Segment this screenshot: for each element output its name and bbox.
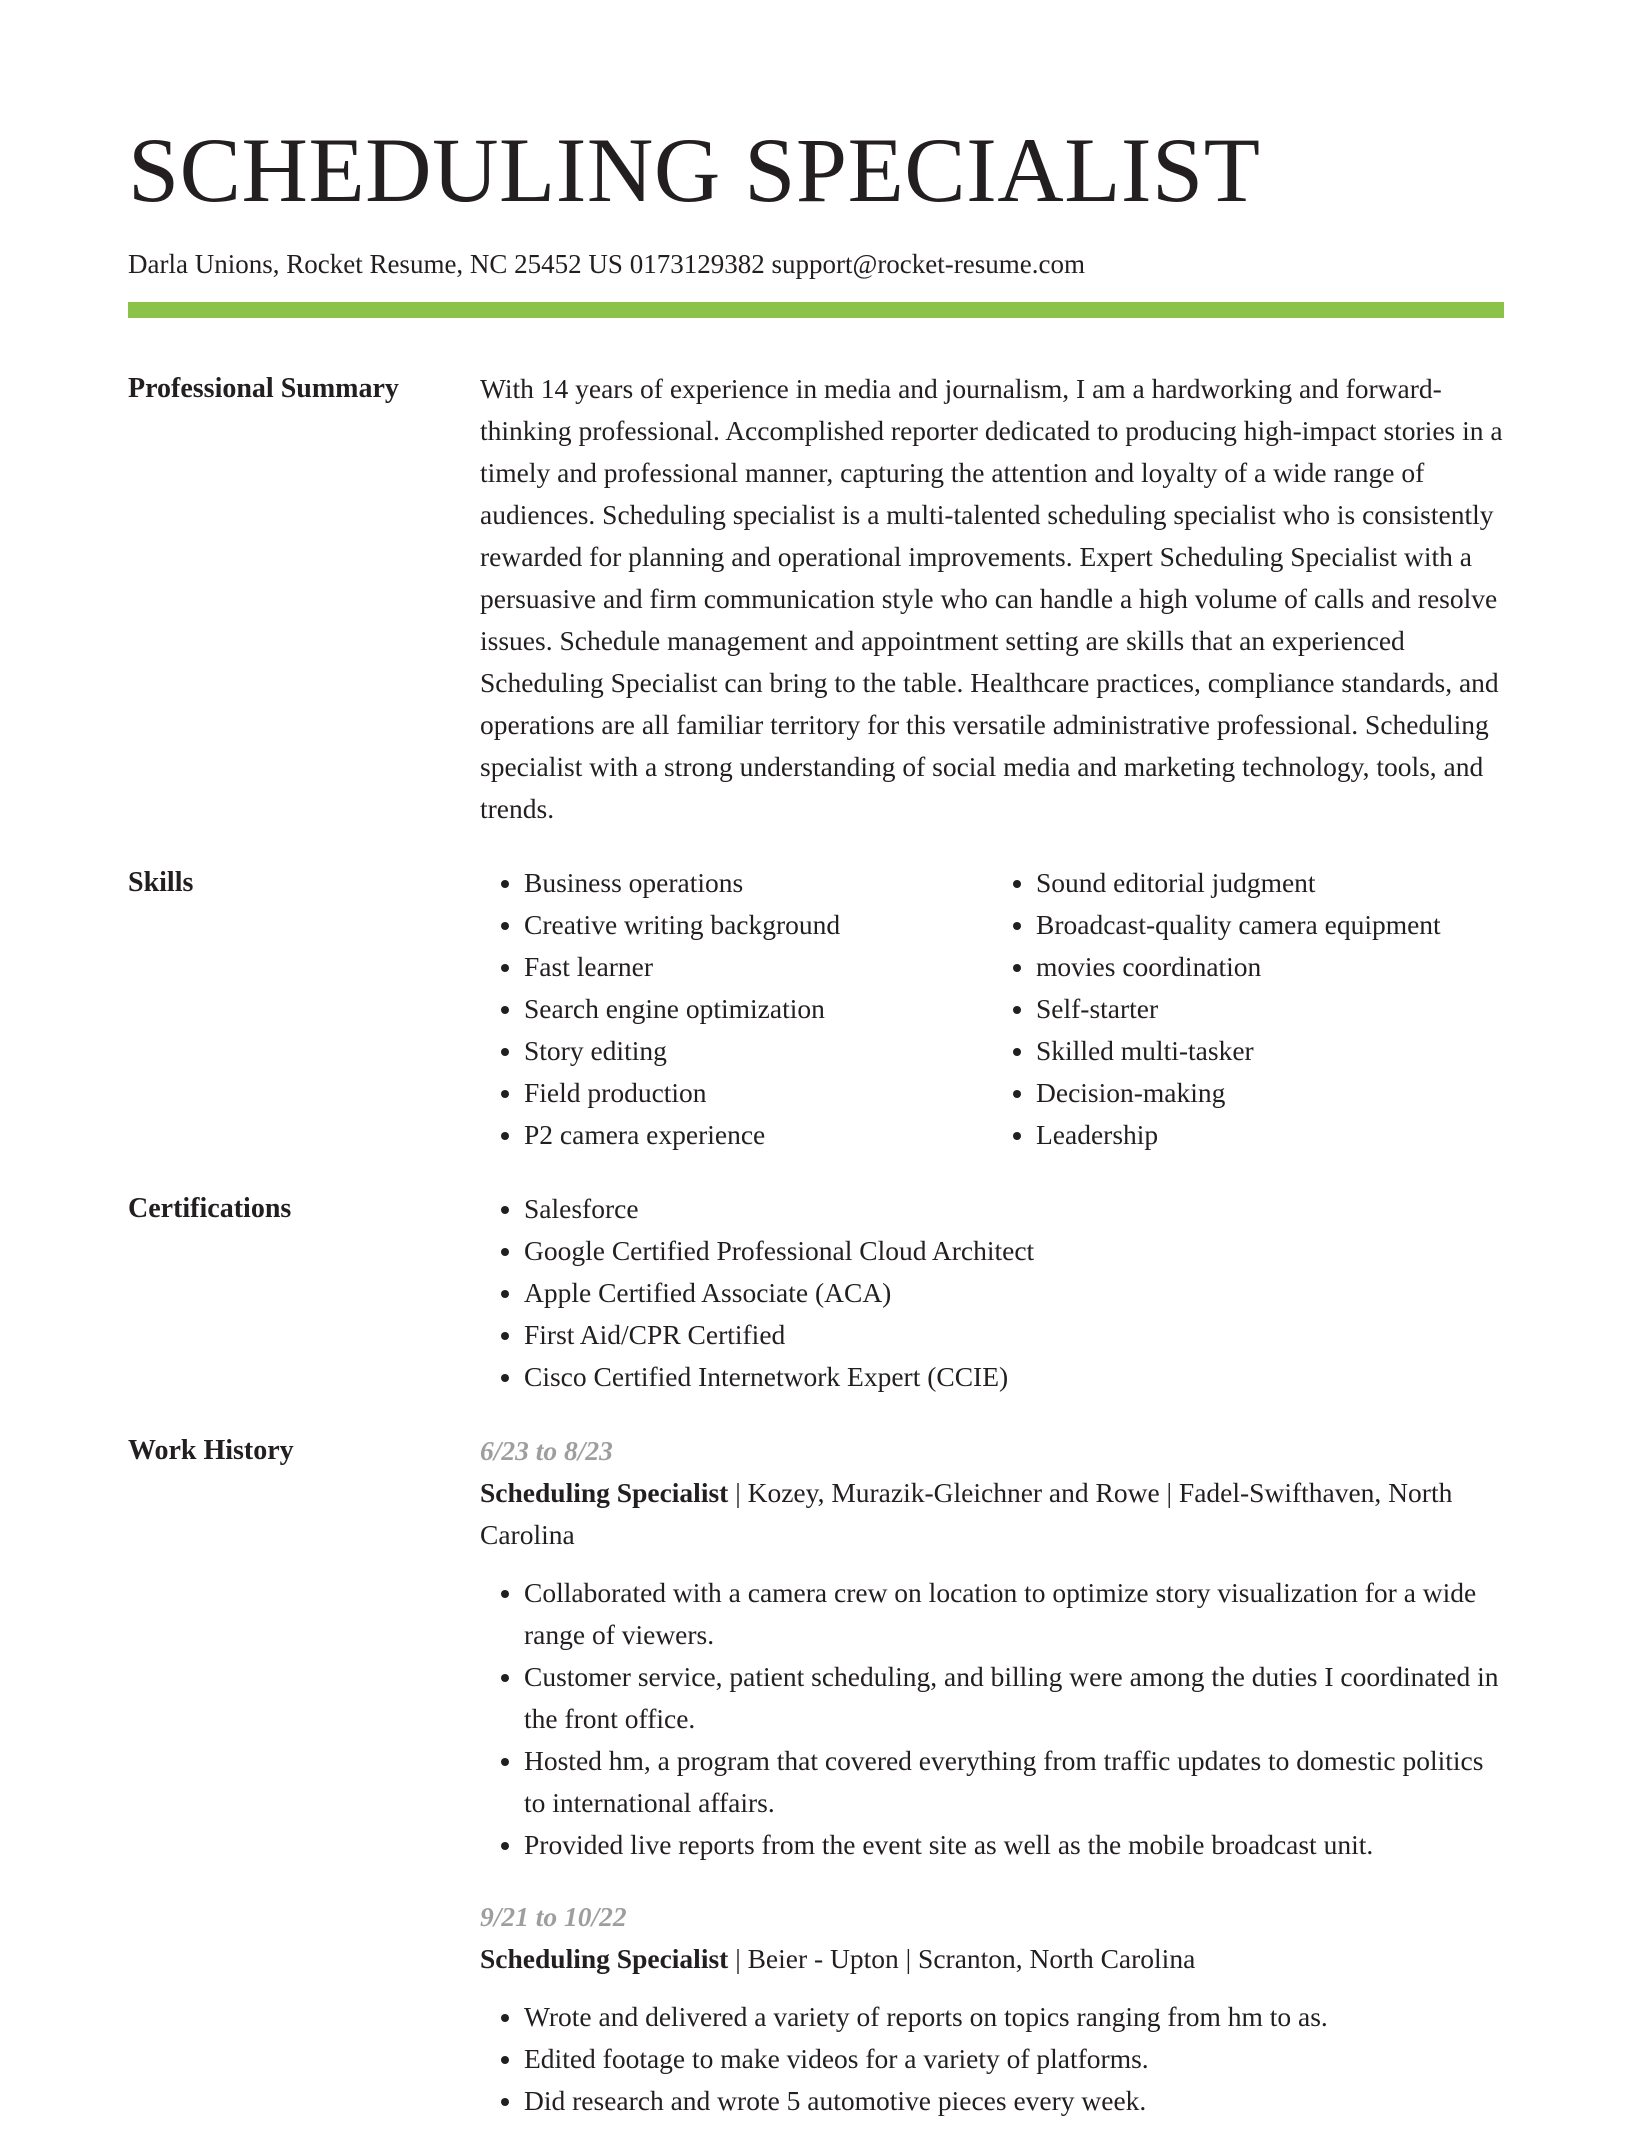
contact-line: Darla Unions, Rocket Resume, NC 25452 US 0173129382 support@rocket-resume.com [128, 249, 1085, 279]
job-dates: 9/21 to 10/22 [480, 1901, 627, 1932]
job-bullet: • Edited footage to make videos for a variety of platforms. [524, 2038, 1504, 2080]
job-entry [480, 1430, 1504, 1866]
skills-list-right [992, 862, 1504, 1156]
section-label-certifications: Certifications [128, 1193, 292, 1224]
skill-item: • Leadership [1036, 1114, 1504, 1156]
job-bullet: • Did research and wrote 5 automotive pieces every week. [524, 2080, 1504, 2122]
resume-page [128, 120, 1504, 2152]
skill-item: • P2 camera experience [524, 1114, 992, 1156]
section-label-skills: Skills [128, 867, 194, 898]
skill-item: • Decision-making [1036, 1072, 1504, 1114]
job-heading [480, 1472, 1504, 1556]
skills-section [128, 862, 1504, 1156]
section-label-work-history: Work History [128, 1435, 294, 1466]
skill-item: • Search engine optimization [524, 988, 992, 1030]
certification-item: • Salesforce [524, 1188, 1504, 1230]
job-bullet: • Collaborated with a camera crew on location to optimize story visualization for a wide range of viewers. [524, 1572, 1504, 1656]
skill-item: • Broadcast-quality camera equipment [1036, 904, 1504, 946]
job-dates: 6/23 to 8/23 [480, 1435, 613, 1466]
job-heading [480, 1938, 1504, 1980]
summary-text: With 14 years of experience in media and journalism, I am a hardworking and forward-thinking professional. Accomplished reporter dedicated to producing high-impact stories in a timely and professional manner, capturing the attention and loyalty of a wide range of audiences. Scheduling specialist is a multi-talented scheduling specialist who is consistently rewarded for planning and operational improvements. Expert Scheduling Specialist with a persuasive and firm communication style who can handle a high volume of calls and resolve issues. Schedule management and appointment setting are skills that an experienced Scheduling Specialist can bring to the table. Healthcare practices, compliance standards, and operations are all familiar territory for this versatile administrative professional. Scheduling specialist with a strong understanding of social media and marketing technology, tools, and trends. [480, 373, 1503, 824]
job-details: | Kozey, Murazik-Gleichner and Rowe | Fadel-Swifthaven, North Carolina [480, 1477, 1453, 1550]
job-title: Scheduling Specialist [480, 1477, 729, 1508]
skill-item: • Business operations [524, 862, 992, 904]
certifications-list [480, 1188, 1504, 1398]
work-history-section [128, 1430, 1504, 2152]
certification-item: • Google Certified Professional Cloud Architect [524, 1230, 1504, 1272]
job-details: | Beier - Upton | Scranton, North Carolina [728, 1943, 1196, 1974]
job-bullets [480, 1996, 1504, 2122]
job-entry [480, 1896, 1504, 2122]
job-bullet: • Wrote and delivered a variety of reports on topics ranging from hm to as. [524, 1996, 1504, 2038]
job-bullets [480, 1572, 1504, 1866]
skill-item: • Creative writing background [524, 904, 992, 946]
skill-item: • Self-starter [1036, 988, 1504, 1030]
skills-list-left [480, 862, 992, 1156]
skill-item: • Skilled multi-tasker [1036, 1030, 1504, 1072]
skill-item: • Story editing [524, 1030, 992, 1072]
certification-item: • First Aid/CPR Certified [524, 1314, 1504, 1356]
skill-item: • movies coordination [1036, 946, 1504, 988]
certification-item: • Cisco Certified Internetwork Expert (CCIE) [524, 1356, 1504, 1398]
certification-item: • Apple Certified Associate (ACA) [524, 1272, 1504, 1314]
section-label-summary: Professional Summary [128, 373, 399, 404]
job-bullet: • Hosted hm, a program that covered everything from traffic updates to domestic politics to international affairs. [524, 1740, 1504, 1824]
certifications-section [128, 1188, 1504, 1398]
accent-divider [128, 302, 1504, 318]
skill-item: • Field production [524, 1072, 992, 1114]
summary-section [128, 368, 1504, 830]
job-bullet: • Provided live reports from the event site as well as the mobile broadcast unit. [524, 1824, 1504, 1866]
page-title: SCHEDULING SPECIALIST [128, 119, 1261, 221]
skill-item: • Sound editorial judgment [1036, 862, 1504, 904]
job-title: Scheduling Specialist [480, 1943, 729, 1974]
job-bullet: • Customer service, patient scheduling, and billing were among the duties I coordinated in the front office. [524, 1656, 1504, 1740]
skill-item: • Fast learner [524, 946, 992, 988]
